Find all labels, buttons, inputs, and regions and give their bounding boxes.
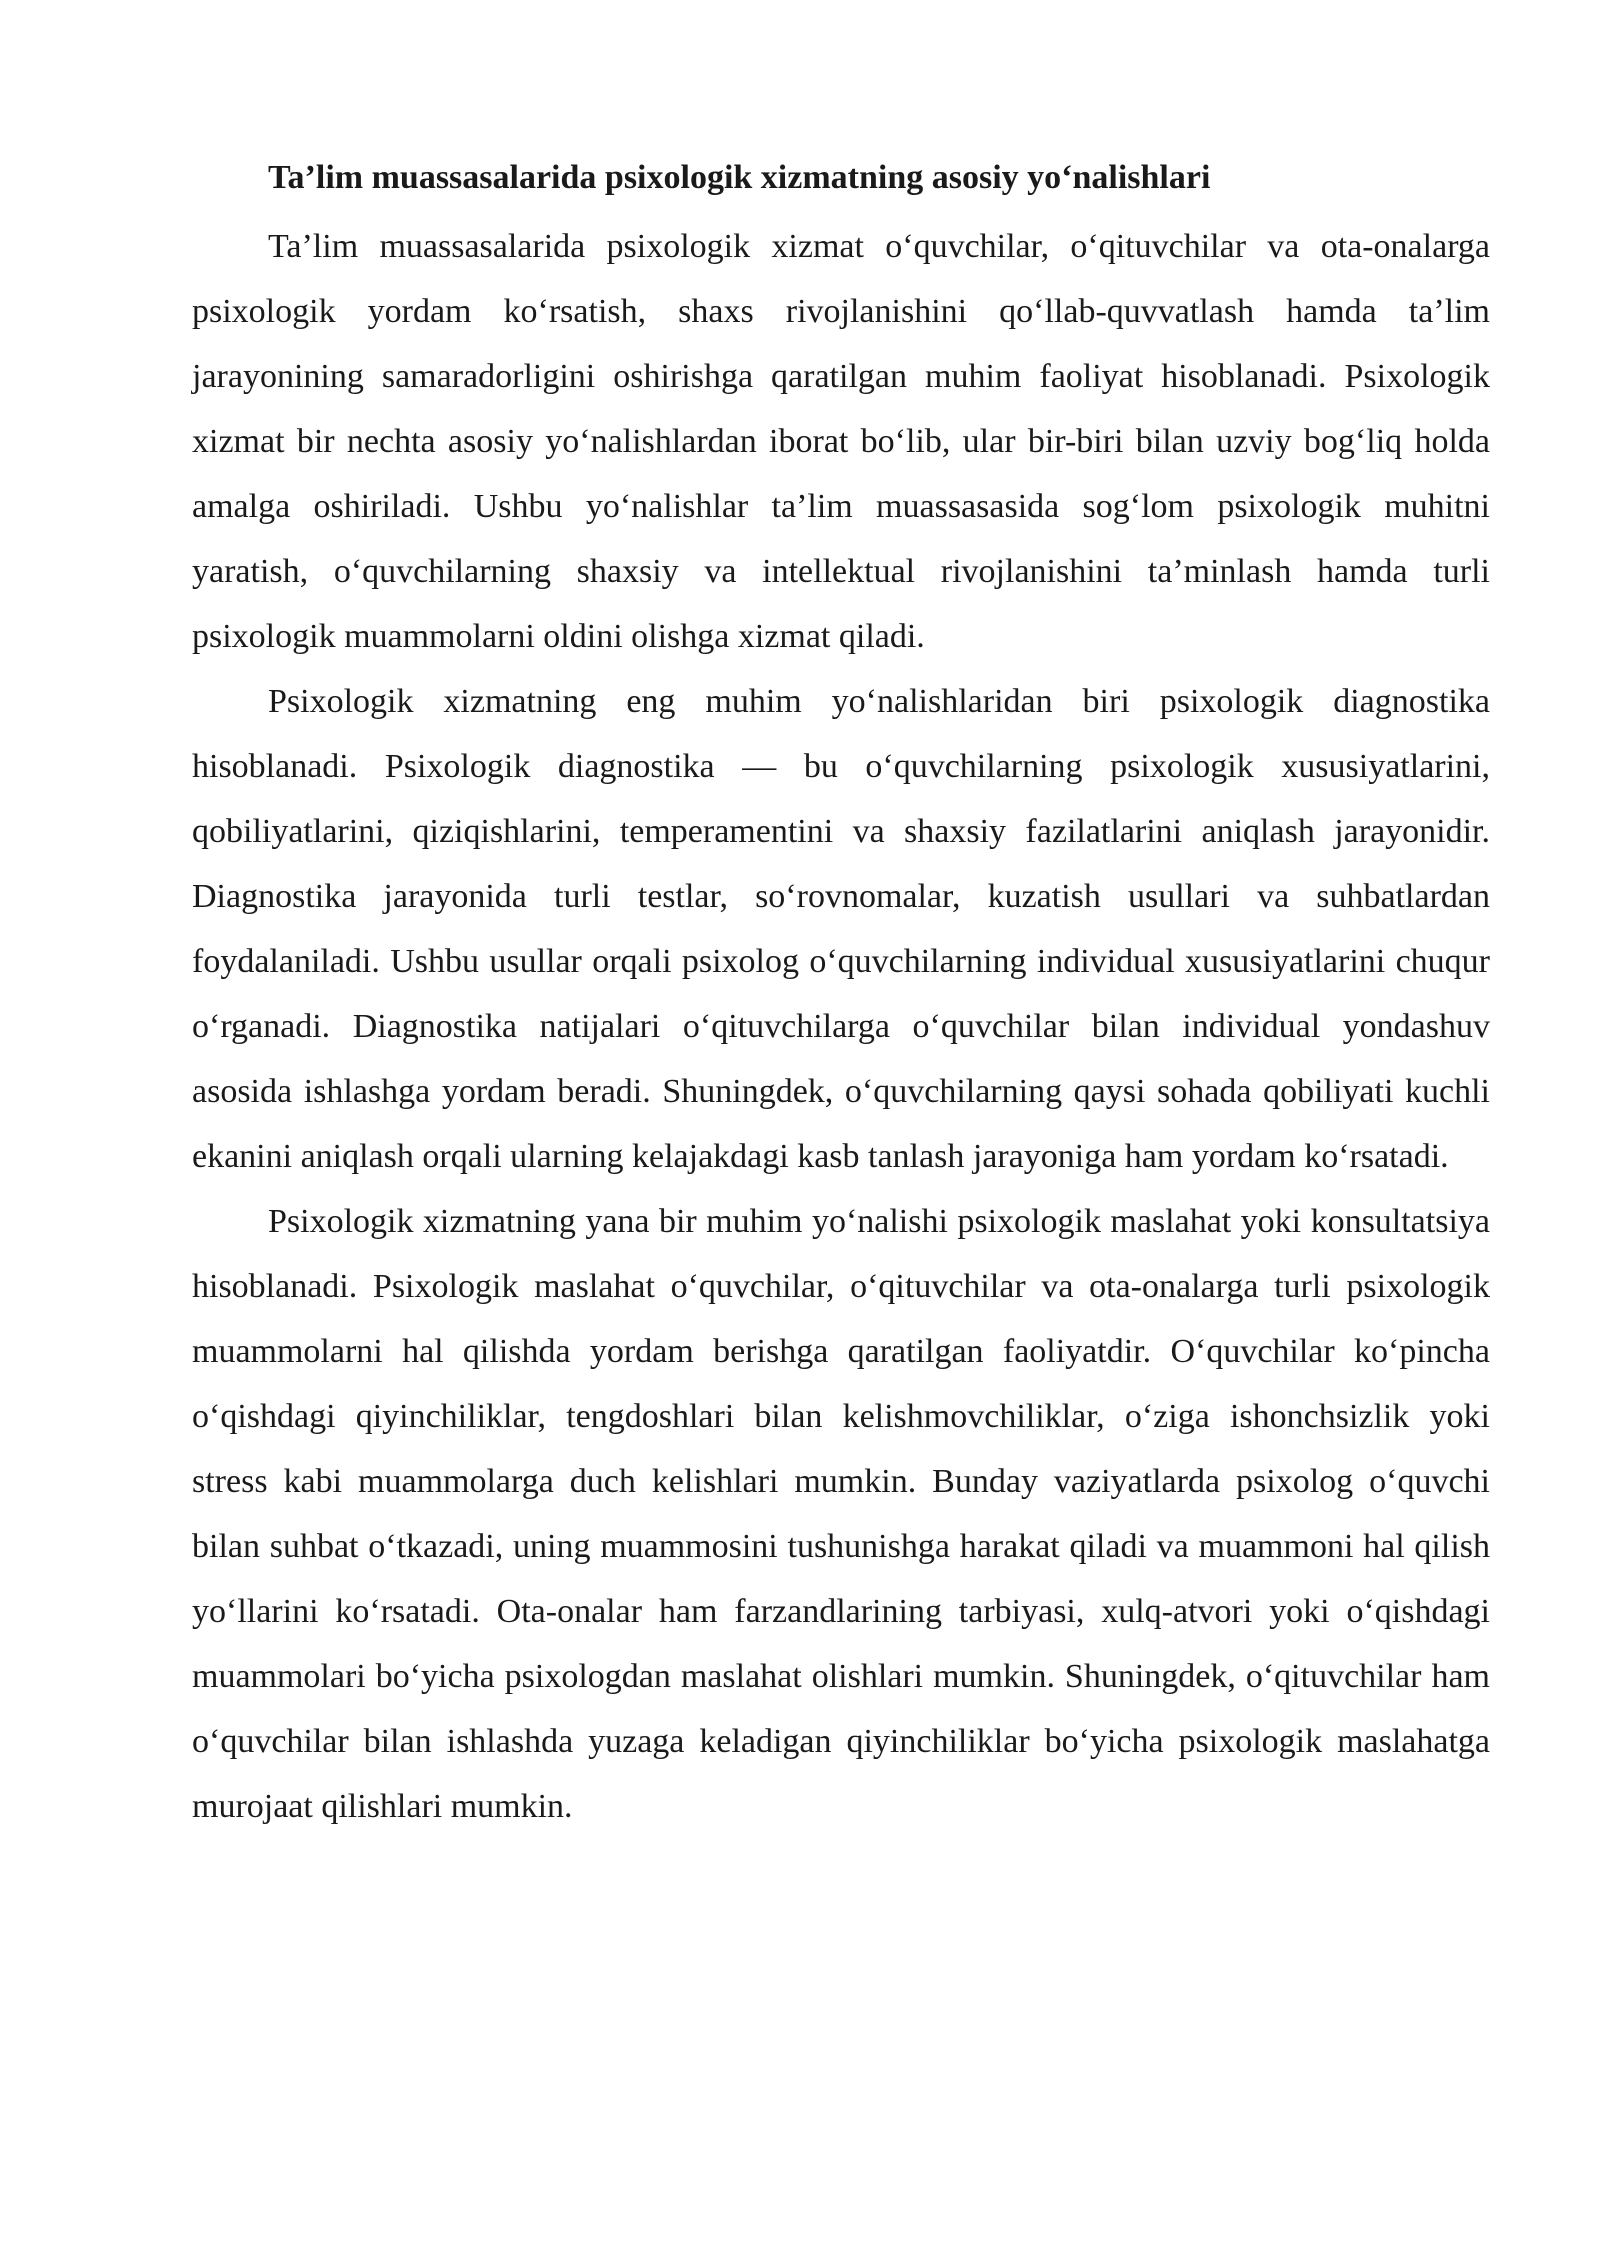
document-title: Ta’lim muassasalarida psixologik xizmatning asosiy yo‘nalishlari	[268, 159, 1211, 196]
paragraph-consultation: Psixologik xizmatning yana bir muhim yo‘nalishi psixologik maslahat yoki konsultatsiya hisoblanadi. Psixologik maslahat o‘quvchilar, o‘qituvchilar va ota-onalarga turli psixologik muammolarni hal qilishda yordam berishga qaratilgan faoliyatdir. O‘quvchilar ko‘pincha o‘qishdagi qiyinchiliklar, tengdoshlari bilan kelishmovchiliklar, o‘ziga ishonchsizlik yoki stress kabi muammolarga duch kelishlari mumkin. Bunday vaziyatlarda psixolog o‘quvchi bilan suhbat o‘tkazadi, uning muammosini tushunishga harakat qiladi va muammoni hal qilish yo‘llarini ko‘rsatadi. Ota-onalar ham farzandlarining tarbiyasi, xulq-atvori yoki o‘qishdagi muammolari bo‘yicha psixologdan maslahat olishlari mumkin. Shuningdek, o‘qituvchilar ham o‘quvchilar bilan ishlashda yuzaga keladigan qiyinchiliklar bo‘yicha psixologik maslahatga murojaat qilishlari mumkin.	[192, 1203, 1490, 1825]
paragraph-intro: Ta’lim muassasalarida psixologik xizmat o‘quvchilar, o‘qituvchilar va ota-onalarga psixologik yordam ko‘rsatish, shaxs rivojlanishini qo‘llab-quvvatlash hamda ta’lim jarayonining samaradorligini oshirishga qaratilgan muhim faoliyat hisoblanadi. Psixologik xizmat bir nechta asosiy yo‘nalishlardan iborat bo‘lib, ular bir-biri bilan uzviy bog‘liq holda amalga oshiriladi. Ushbu yo‘nalishlar ta’lim muassasasida sog‘lom psixologik muhitni yaratish, o‘quvchilarning shaxsiy va intellektual rivojlanishini ta’minlash hamda turli psixologik muammolarni oldini olishga xizmat qiladi.	[192, 228, 1490, 655]
document-page	[192, 150, 1490, 1839]
paragraph-diagnostics: Psixologik xizmatning eng muhim yo‘nalishlaridan biri psixologik diagnostika hisoblanadi. Psixologik diagnostika — bu o‘quvchilarning psixologik xususiyatlarini, qobiliyatlarini, qiziqishlarini, temperamentini va shaxsiy fazilatlarini aniqlash jarayonidir. Diagnostika jarayonida turli testlar, so‘rovnomalar, kuzatish usullari va suhbatlardan foydalaniladi. Ushbu usullar orqali psixolog o‘quvchilarning individual xususiyatlarini chuqur o‘rganadi. Diagnostika natijalari o‘qituvchilarga o‘quvchilar bilan individual yondashuv asosida ishlashga yordam beradi. Shuningdek, o‘quvchilarning qaysi sohada qobiliyati kuchli ekanini aniqlash orqali ularning kelajakdagi kasb tanlash jarayoniga ham yordam ko‘rsatadi.	[192, 683, 1490, 1175]
